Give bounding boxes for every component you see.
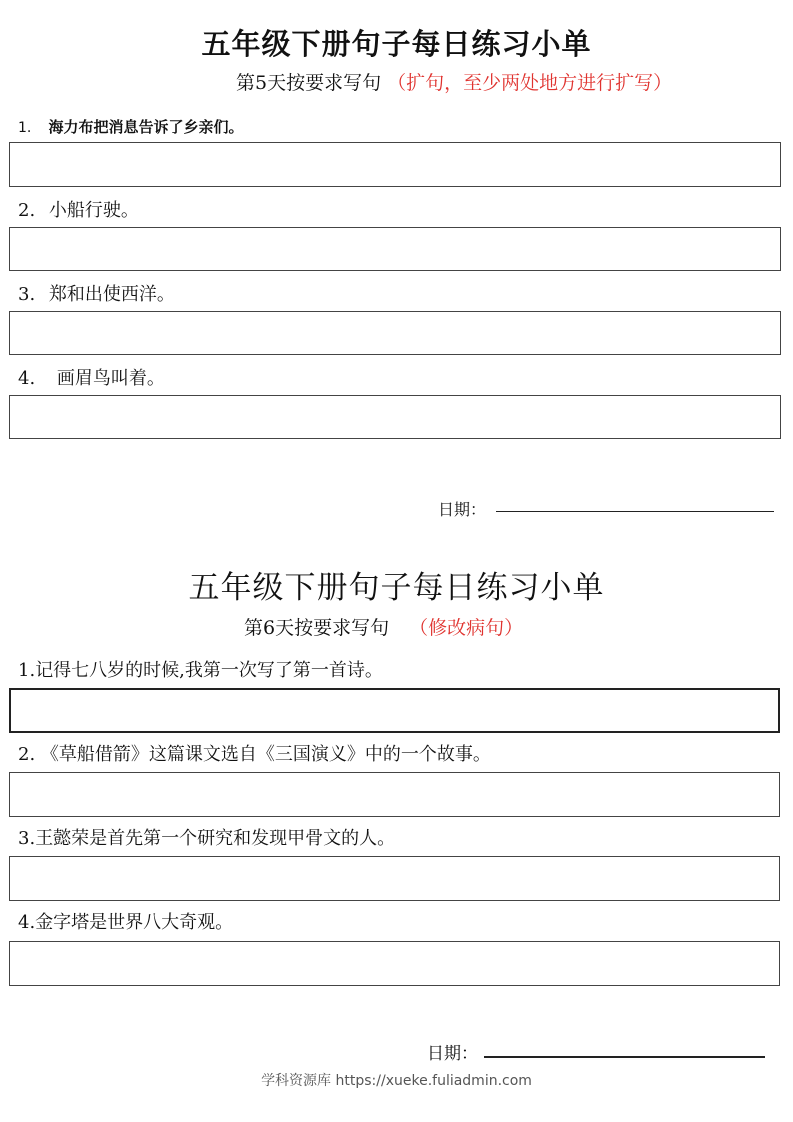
answer-box[interactable] xyxy=(9,688,780,733)
question-number: 3. xyxy=(18,828,36,849)
question-item xyxy=(18,911,233,935)
question-text: 小船行驶。 xyxy=(48,200,139,221)
question-item xyxy=(18,367,165,391)
subtitle-day6-note: （修改病句） xyxy=(409,617,524,639)
question-item xyxy=(18,116,243,139)
subtitle-day5-main: 第5天按要求写句 xyxy=(236,72,382,94)
question-item xyxy=(18,283,175,307)
question-number: 2. xyxy=(18,744,36,765)
answer-box[interactable] xyxy=(9,311,781,355)
subtitle-day5 xyxy=(236,70,672,96)
date-label: 日期： xyxy=(438,500,487,519)
answer-box[interactable] xyxy=(9,227,781,271)
question-item xyxy=(18,827,395,851)
answer-box[interactable] xyxy=(9,941,780,986)
subtitle-day6 xyxy=(244,615,523,641)
question-text: 画眉鸟叫着。 xyxy=(56,368,165,389)
question-text: 王懿荣是首先第一个研究和发现甲骨文的人。 xyxy=(35,828,396,849)
question-text: 郑和出使西洋。 xyxy=(48,284,175,305)
answer-box[interactable] xyxy=(9,142,781,187)
answer-box[interactable] xyxy=(9,395,781,439)
question-text: 记得七八岁的时候,我第一次写了第一首诗。 xyxy=(35,660,383,681)
date-input-line[interactable] xyxy=(496,511,774,512)
question-text: 《草船借箭》这篇课文选自《三国演义》中的一个故事。 xyxy=(40,744,491,765)
question-item xyxy=(18,743,491,767)
page-title-day6: 五年级下册句子每日练习小单 xyxy=(188,570,605,606)
question-number: 1. xyxy=(18,120,32,136)
page-title-day5: 五年级下册句子每日练习小单 xyxy=(201,27,592,61)
date-label: 日期： xyxy=(427,1044,478,1064)
question-number: 1. xyxy=(18,660,36,681)
question-number: 4. xyxy=(18,368,36,389)
question-text: 金字塔是世界八大奇观。 xyxy=(35,912,234,933)
question-number: 3. xyxy=(18,284,36,305)
question-number: 2. xyxy=(18,200,36,221)
question-number: 4. xyxy=(18,912,36,933)
answer-box[interactable] xyxy=(9,772,780,817)
subtitle-day5-note: （扩句，至少两处地方进行扩写） xyxy=(387,72,673,94)
answer-box[interactable] xyxy=(9,856,780,901)
question-text: 海力布把消息告诉了乡亲们。 xyxy=(48,118,244,136)
date-input-line[interactable] xyxy=(484,1056,765,1058)
question-item xyxy=(18,659,383,683)
subtitle-day6-main: 第6天按要求写句 xyxy=(244,617,390,639)
footer-source: 学科资源库 https://xueke.fuliadmin.com xyxy=(261,1073,532,1089)
question-item xyxy=(18,199,139,223)
